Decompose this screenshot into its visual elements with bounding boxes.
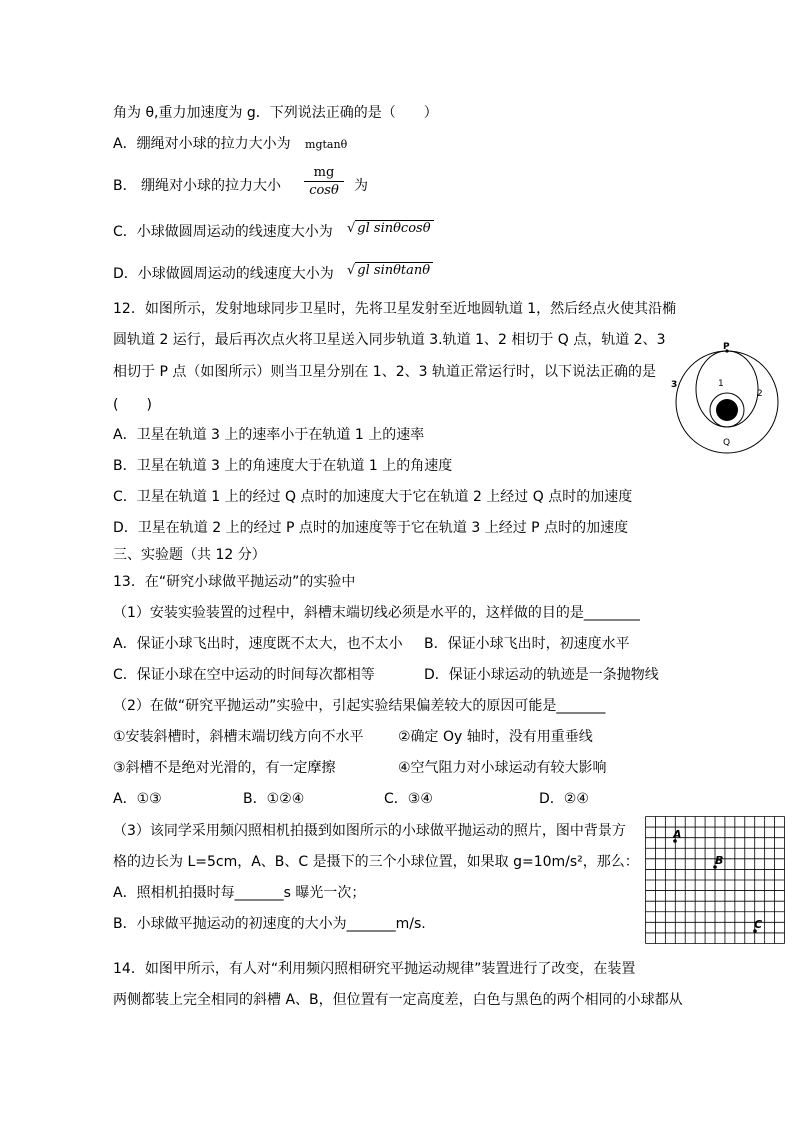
section-3-heading: 三、实验题（共 12 分） (113, 547, 266, 563)
q13-choice-d: D．②④ (539, 791, 589, 807)
q11-option-c-formula (347, 220, 434, 236)
q13-p1-option-a: A．保证小球飞出时，速度既不太大，也不太小 (113, 636, 403, 652)
label-c: C (754, 918, 763, 931)
q13-part-1: （1）安装实验装置的过程中，斜槽末端切线必须是水平的，这样做的目的是________ (113, 605, 640, 621)
q11-option-d-text: D．小球做圆周运动的线速度大小为 (113, 266, 334, 282)
q13-p1-option-c: C．保证小球在空中运动的时间每次都相等 (113, 667, 375, 683)
q13-statement-1: ①安装斜槽时，斜槽末端切线方向不水平 (113, 729, 364, 745)
q12-line-3: 相切于 P 点（如图所示）则当卫星分别在 1、2、3 轨道正常运行时，以下说法正确的是 (113, 364, 656, 380)
q11-option-a-formula: mgtanθ (305, 138, 348, 151)
sqrt-icon: √ (347, 221, 356, 236)
fraction-numerator: mg (313, 165, 335, 180)
q12-line-1: 12．如图所示，发射地球同步卫星时，先将卫星发射至近地圆轨道 1，然后经点火使其沿椭 (113, 301, 677, 317)
radicand: gl sinθcosθ (355, 220, 433, 236)
q13-choice-a: A．①③ (113, 791, 162, 807)
q14-line-1: 14．如图甲所示，有人对“利用频闪照相研究平抛运动规律”装置进行了改变，在装置 (113, 961, 636, 977)
q13-choice-c: C．③④ (384, 791, 433, 807)
fraction-denominator: cosθ (309, 183, 339, 198)
q14-line-2: 两侧都装上完全相同的斜槽 A、B，但位置有一定高度差，白色与黑色的两个相同的小球都从 (113, 992, 683, 1008)
q12-option-d: D．卫星在轨道 2 上的经过 P 点时的加速度等于它在轨道 3 上经过 P 点时的加速度 (113, 520, 629, 536)
q12-option-b: B．卫星在轨道 3 上的角速度大于在轨道 1 上的角速度 (113, 458, 453, 474)
q13-title: 13．在“研究小球做平抛运动”的实验中 (113, 574, 356, 590)
label-orbit-2: 2 (757, 389, 763, 399)
q13-statement-3: ③斜槽不是绝对光滑的，有一定摩擦 (113, 760, 336, 776)
grid-lines (646, 817, 785, 944)
label-b: B (715, 854, 724, 867)
q11-option-d-formula (347, 262, 433, 278)
q13-part-3-line-1: （3）该同学采用频闪照相机拍摄到如图所示的小球做平抛运动的照片，图中背景方 (113, 823, 626, 839)
q13-p1-option-d: D．保证小球运动的轨迹是一条抛物线 (424, 667, 659, 683)
q12-option-a: A．卫星在轨道 3 上的速率小于在轨道 1 上的速率 (113, 427, 425, 443)
q11-option-a-text: A．绷绳对小球的拉力大小为 (113, 136, 291, 152)
q12-option-c: C．卫星在轨道 1 上的经过 Q 点时的加速度大于它在轨道 2 上经过 Q 点时的加速度 (113, 489, 633, 505)
label-p: P (723, 342, 730, 352)
q13-choice-b: B．①②④ (243, 791, 305, 807)
q11-option-c-text: C．小球做圆周运动的线速度大小为 (113, 224, 333, 240)
q13-part-3-line-2: 格的边长为 L=5cm，A、B、C 是摄下的三个小球位置，如果取 g=10m/s²，那么： (113, 854, 639, 870)
earth-icon (716, 399, 738, 421)
q11-option-b-text: B． 绷绳对小球的拉力大小 (113, 178, 282, 194)
q11-intro: 角为 θ,重力加速度为 g．下列说法正确的是（ ） (113, 105, 438, 121)
q11-option-a (113, 135, 347, 154)
orbit-diagram (666, 338, 786, 458)
label-orbit-1: 1 (718, 379, 724, 389)
q12-line-4: ( ) (113, 397, 152, 413)
radicand: gl sinθtanθ (355, 262, 433, 278)
q13-part-3-blank-b: B．小球做平抛运动的初速度的大小为_______m/s. (113, 916, 426, 932)
q11-option-b-fraction (304, 165, 344, 198)
q13-statement-2: ②确定 Oy 轴时，没有用重垂线 (398, 729, 593, 745)
strobe-photo-grid (645, 816, 785, 944)
q13-part-3-blank-a: A．照相机拍摄时每_______s 曝光一次； (113, 885, 366, 901)
q13-p1-option-b: B．保证小球飞出时，初速度水平 (424, 636, 630, 652)
label-q: Q (723, 438, 731, 448)
fraction-bar (304, 181, 344, 182)
q11-option-b-tail: 为 (354, 178, 368, 194)
q12-line-2: 圆轨道 2 运行，最后再次点火将卫星送入同步轨道 3.轨道 1、2 相切于 Q 点，轨道 2、3 (113, 332, 666, 348)
label-orbit-3: 3 (671, 380, 678, 390)
label-a: A (673, 828, 682, 841)
q13-part-2: （2）在做“研究平抛运动”实验中，引起实验结果偏差较大的原因可能是_______ (113, 698, 606, 714)
sqrt-icon: √ (347, 263, 356, 278)
q13-statement-4: ④空气阻力对小球运动有较大影响 (398, 760, 607, 776)
